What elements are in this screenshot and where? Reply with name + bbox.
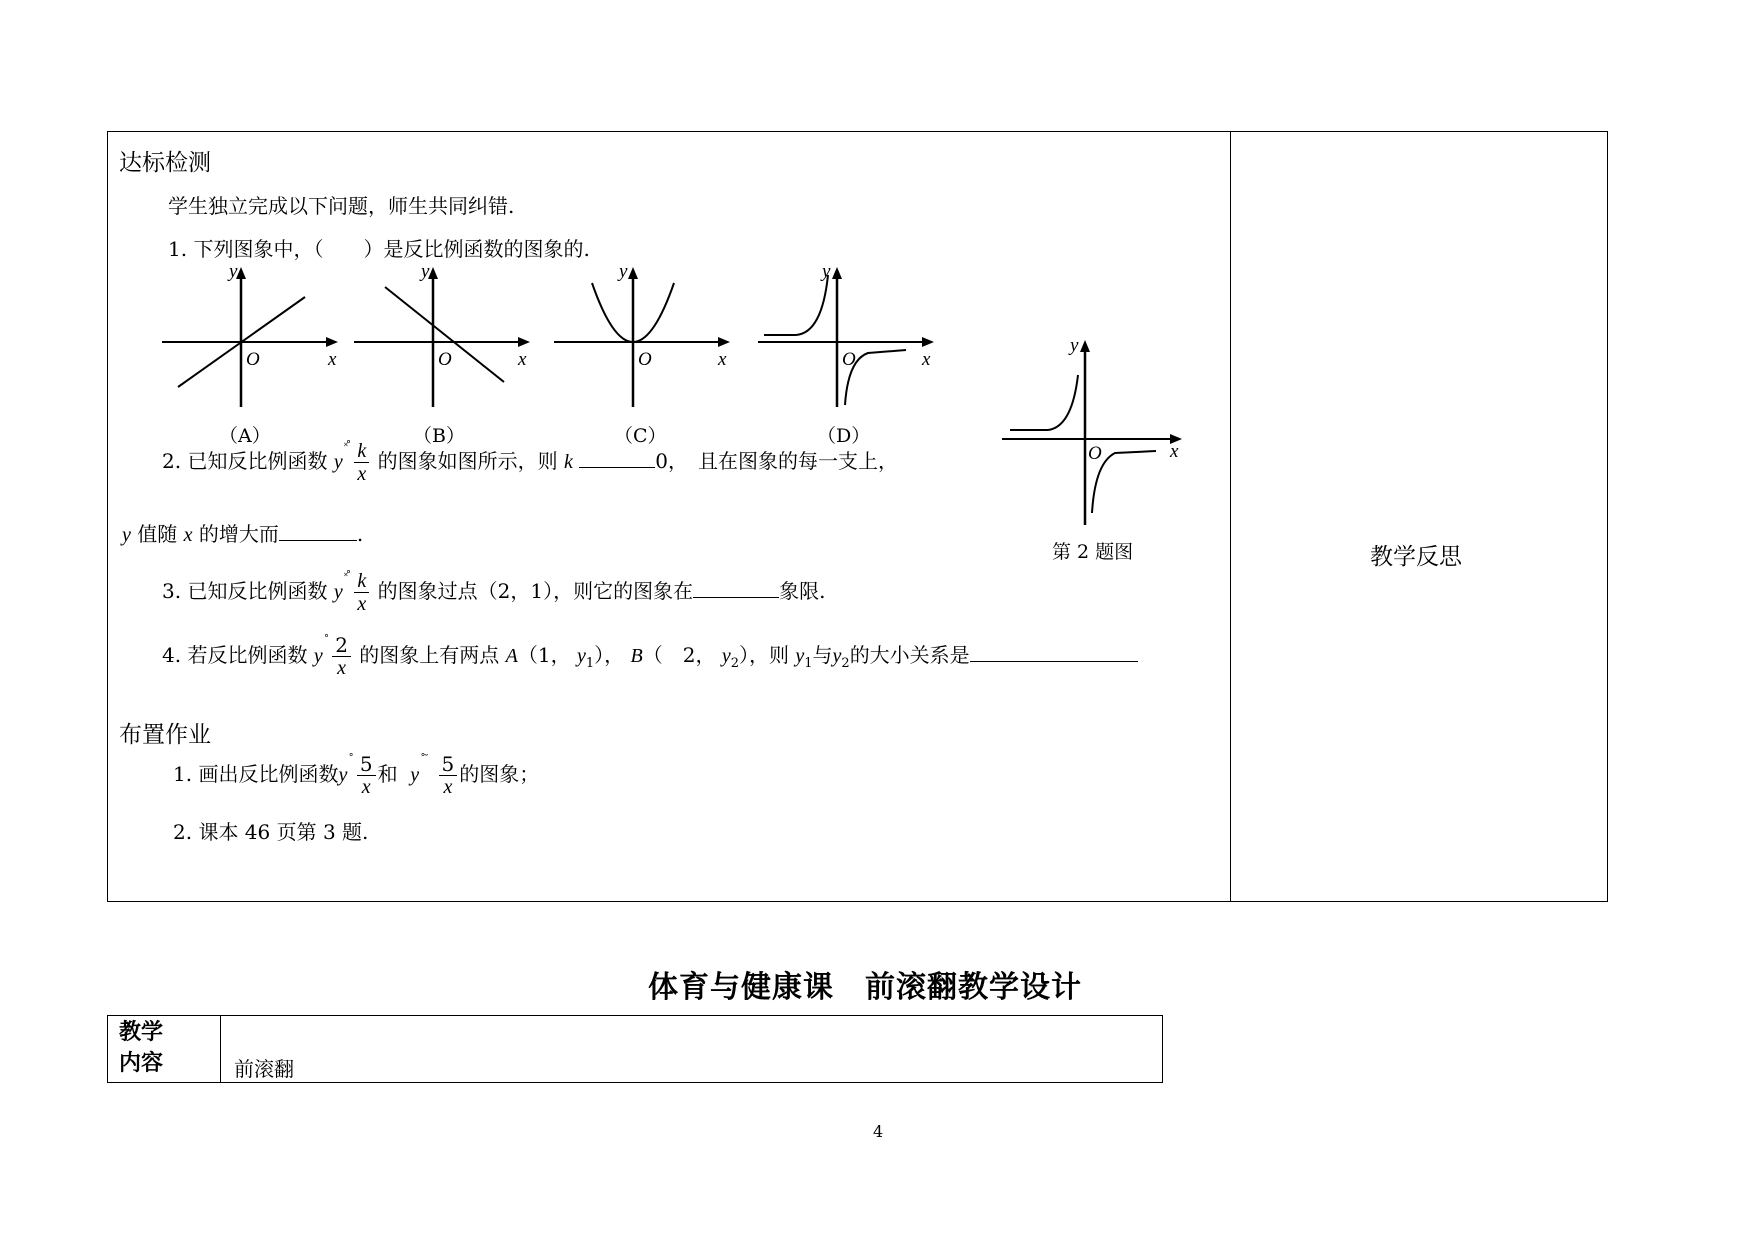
question-3 [162, 570, 825, 615]
q4-y1-again: y [795, 645, 805, 667]
q3-middle: 的图象过点（2，1），则它的图象在 [377, 579, 694, 603]
hw1-suffix: 的图象； [459, 762, 540, 786]
q3-y: y [333, 581, 343, 603]
q4-y2-again: y [832, 645, 842, 667]
q4-blank[interactable] [970, 660, 1138, 662]
q3-eq: ˟ ̊ [343, 570, 352, 583]
lower-table-divider [220, 1015, 221, 1083]
hw1-y: y [338, 764, 348, 786]
q2-fraction [354, 440, 369, 485]
q2-eq: ˟ ̊ [343, 440, 352, 453]
homework-1 [173, 753, 539, 798]
q2-middle: 的图象如图所示，则 [377, 449, 558, 473]
homework-2: 2. 课本 46 页第 3 题. [173, 820, 369, 844]
q2-fraction-den: x [357, 463, 367, 485]
question-4 [162, 634, 1138, 679]
q4-middle: 的图象上有两点 [359, 643, 500, 667]
q4-fraction-den: x [337, 657, 347, 679]
graph-b [352, 265, 537, 410]
q4-y2-again-sub: 2 [841, 656, 850, 671]
option-d-label: （D） [817, 425, 871, 447]
graph-d-x-label: x [922, 349, 931, 370]
hw1-fraction-2 [439, 753, 458, 798]
q4-eq: ˚ [323, 634, 330, 647]
q4-close2: ），则 [738, 643, 789, 667]
page-number: 4 [873, 1122, 884, 1141]
graph-a-origin-label: O [246, 349, 260, 370]
fig2-y-label: y [1070, 335, 1079, 356]
q4-y2-sub: 2 [730, 656, 739, 671]
lesson-title: 体育与健康课 前滚翻教学设计 [648, 970, 1082, 1005]
q3-blank[interactable] [693, 596, 779, 598]
graph-c [552, 265, 737, 410]
option-a-label: （A） [219, 425, 271, 447]
graph-a [160, 265, 345, 410]
q4-y1: y [576, 645, 586, 667]
hw1-fraction-2-den: x [443, 776, 453, 798]
hw1-fraction-2-num: 5 [439, 753, 458, 776]
graph-d [756, 265, 941, 410]
q4-prefix: 4. 若反比例函数 [162, 643, 308, 667]
q4-and: 与 [812, 643, 833, 667]
q2-blank-1[interactable] [579, 466, 655, 468]
lesson-label [119, 1017, 163, 1079]
q2-line2-end: 的增大而 [198, 522, 279, 546]
lesson-label-line2: 内容 [119, 1051, 164, 1076]
hw1-fraction-1 [357, 753, 376, 798]
q4-y1-again-sub: 1 [804, 656, 813, 671]
graph-b-x-label: x [518, 349, 527, 370]
graph-c-origin-label: O [638, 349, 652, 370]
graph-d-y-label: y [822, 265, 831, 282]
q4-y1-sub: 1 [585, 656, 595, 671]
q4-y: y [313, 645, 323, 667]
q4-point-a: A [505, 645, 518, 667]
q3-fraction-den: x [357, 593, 367, 615]
hw1-and: 和 [377, 762, 398, 786]
fig2-origin-label: O [1088, 443, 1102, 464]
reflection-label: 教学反思 [1370, 544, 1462, 570]
q3-fraction [354, 570, 369, 615]
q4-point-b: B [630, 645, 643, 667]
fig2-x-label: x [1170, 441, 1179, 462]
hw1-eq1: ˚ [348, 753, 354, 766]
q2-k: k [564, 451, 573, 473]
q2-prefix: 2. 已知反比例函数 [162, 449, 328, 473]
q2-blank-2[interactable] [279, 539, 357, 541]
check-intro: 学生独立完成以下问题，师生共同纠错. [168, 194, 515, 218]
graph-d-origin-label: O [842, 349, 856, 370]
q2-line2-x: x [183, 524, 193, 546]
hw1-eq2: ˚ ̆ [420, 753, 430, 766]
option-b-label: （B） [413, 425, 465, 447]
graph-c-y-label: y [619, 265, 628, 282]
question-2-figure [1000, 335, 1200, 530]
q4-close1: ）， [594, 643, 625, 667]
graph-c-x-label: x [718, 349, 727, 370]
section-homework-heading: 布置作业 [119, 722, 211, 748]
hw1-prefix: 1. 画出反比例函数 [173, 762, 339, 786]
q2-fraction-num: k [354, 440, 369, 463]
graph-b-origin-label: O [438, 349, 452, 370]
hw1-fraction-1-den: x [361, 776, 371, 798]
q3-fraction-num: k [354, 570, 369, 593]
q2-period: . [356, 522, 364, 546]
q4-point-b-coords: （ 2， [642, 643, 716, 667]
q2-line2-y: y [122, 524, 131, 546]
q4-fraction [332, 634, 351, 679]
question-1: 1. 下列图象中，（ ）是反比例函数的图象的. [168, 237, 590, 261]
upper-table-divider [1230, 131, 1231, 902]
q4-y2: y [721, 645, 731, 667]
lesson-label-line1: 教学 [119, 1020, 164, 1045]
q3-prefix: 3. 已知反比例函数 [162, 579, 328, 603]
q4-fraction-num: 2 [332, 634, 351, 657]
q2-after-blank: 0， 且在图象的每一支上， [655, 449, 898, 473]
graph-b-y-label: y [421, 265, 430, 282]
graph-a-x-label: x [328, 349, 337, 370]
q3-suffix: 象限. [779, 579, 826, 603]
q4-suffix: 的大小关系是 [849, 643, 970, 667]
q4-point-a-coords: （1， [517, 643, 571, 667]
option-c-label: （C） [614, 425, 667, 447]
figure-caption: 第 2 题图 [1052, 541, 1134, 563]
hw1-y-2: y [410, 764, 420, 786]
q2-line2-mid: 值随 [137, 522, 178, 546]
graph-a-y-label: y [229, 265, 238, 282]
lesson-content: 前滚翻 [234, 1057, 294, 1081]
hw1-fraction-1-num: 5 [357, 753, 376, 776]
q2-y: y [333, 451, 343, 473]
question-2-line1 [162, 440, 898, 485]
section-check-heading: 达标检测 [119, 150, 211, 176]
question-2-line2 [122, 518, 363, 547]
